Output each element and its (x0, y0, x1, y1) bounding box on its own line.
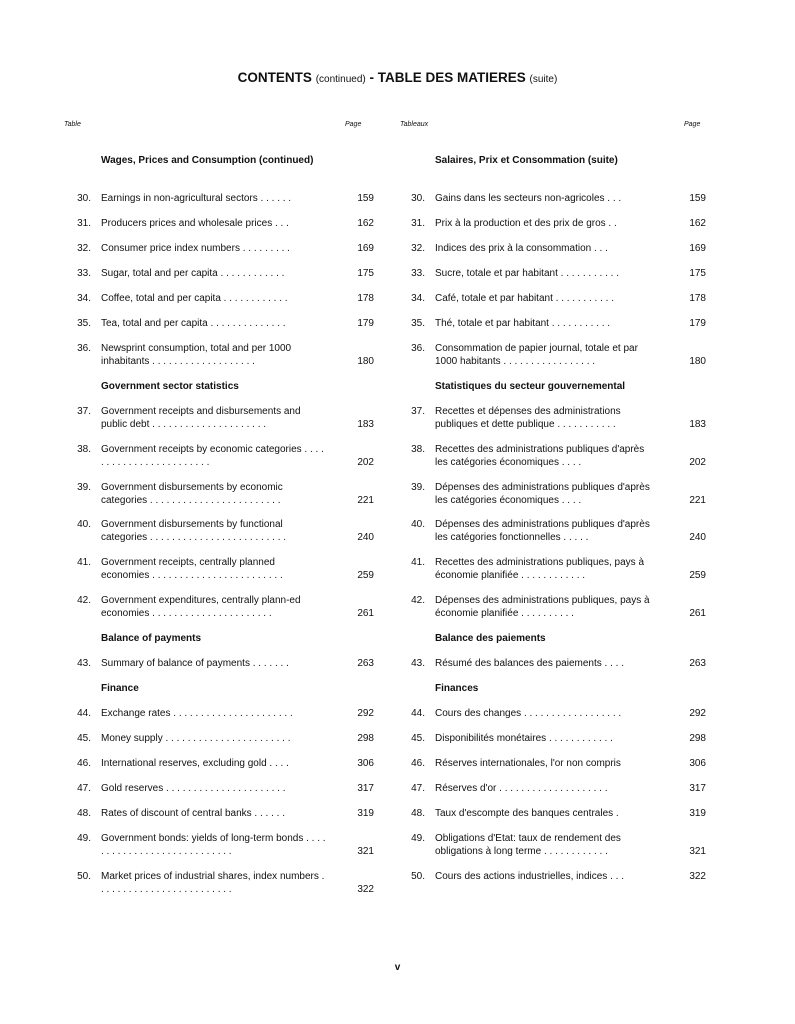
entry-title: International reserves, excluding gold . . . . (101, 758, 289, 769)
french-section-heading: Finances (435, 683, 479, 694)
entry-page-number: 298 (689, 733, 706, 744)
entry-page-number: 159 (689, 193, 706, 204)
entry-page-number: 321 (357, 845, 374, 857)
french-toc-entry (396, 871, 708, 884)
english-toc-entry (62, 658, 376, 671)
entry-number: 32. (411, 243, 425, 254)
entry-page-number: 178 (357, 293, 374, 304)
entry-page-number: 319 (689, 808, 706, 819)
entry-title: Newsprint consumption, total and per 1000 inhabitants . . . . . . . . . . . . . . . . . . . (101, 343, 292, 367)
english-toc-entry (62, 783, 376, 796)
title-table-des-matieres: TABLE DES MATIERES (377, 70, 526, 85)
entry-page-number: 183 (689, 418, 706, 430)
entry-number: 50. (77, 871, 91, 882)
entry-title: Government expenditures, centrally plann-ed economies . . . . . . . . . . . . . . . . . . . . . . (101, 595, 301, 619)
entry-title: Recettes et dépenses des administrations publiques et dette publique . . . . . . . . . . . (435, 406, 621, 430)
entry-number: 45. (77, 733, 91, 744)
entry-number: 46. (77, 758, 91, 769)
entry-number: 41. (411, 557, 425, 568)
entry-title: Earnings in non-agricultural sectors . . . . . . (101, 193, 292, 204)
entry-title: Government bonds: yields of long-term bonds . . . . . . . . . . . . . . . . . . . . . . . . . . . . (101, 833, 326, 857)
page-number: v (394, 962, 401, 973)
right-table-header: Tableaux (400, 121, 429, 128)
entry-number: 44. (77, 708, 91, 719)
french-toc-entry (396, 833, 708, 858)
french-toc-entry (396, 218, 708, 231)
french-toc-entry (396, 293, 708, 306)
french-section-heading: Statistiques du secteur gouvernemental (435, 381, 626, 392)
entry-title: Summary of balance of payments . . . . . . . (101, 658, 289, 669)
french-toc-entry (396, 482, 708, 507)
entry-number: 33. (411, 268, 425, 279)
left-table-header: Table (64, 121, 81, 128)
right-page-header: Page (684, 121, 701, 128)
french-toc-entry (396, 268, 708, 281)
french-toc-entry (396, 557, 708, 582)
entry-page-number: 178 (689, 293, 706, 304)
entry-number: 31. (411, 218, 425, 229)
english-toc-entry (62, 808, 376, 821)
english-toc-entry (62, 708, 376, 721)
entry-title: Consumer price index numbers . . . . . . . . . (101, 243, 290, 254)
entry-page-number: 292 (357, 708, 374, 719)
entry-number: 30. (77, 193, 91, 204)
left-page-header: Page (345, 121, 362, 128)
french-toc-entry (396, 808, 708, 821)
french-toc-entry (396, 406, 708, 431)
entry-page-number: 259 (357, 569, 374, 581)
entry-page-number: 317 (357, 783, 374, 794)
entry-number: 31. (77, 218, 91, 229)
english-toc-entry (62, 406, 376, 431)
entry-page-number: 240 (357, 531, 374, 543)
title-dash: - (369, 70, 374, 85)
french-section-heading: Balance des paiements (435, 633, 546, 644)
entry-page-number: 240 (689, 531, 706, 543)
english-toc-entry (62, 482, 376, 507)
entry-number: 43. (77, 658, 91, 669)
entry-number: 48. (411, 808, 425, 819)
entry-page-number: 319 (357, 808, 374, 819)
entry-number: 50. (411, 871, 425, 882)
entry-title: Producers prices and wholesale prices . . . (101, 218, 289, 229)
entry-title: Dépenses des administrations publiques d'après les catégories économiques . . . . (435, 482, 650, 506)
title-continued: (continued) (315, 74, 366, 85)
entry-number: 49. (411, 833, 425, 844)
entry-title: Thé, totale et par habitant . . . . . . . . . . . (435, 318, 611, 329)
english-section-heading: Government sector statistics (101, 381, 239, 392)
french-toc-entry (396, 733, 708, 746)
entry-number: 45. (411, 733, 425, 744)
english-toc-entry (62, 758, 376, 771)
entry-number: 38. (411, 444, 425, 455)
entry-page-number: 169 (357, 243, 374, 254)
page-title (0, 70, 795, 85)
entry-page-number: 180 (357, 355, 374, 367)
entry-title: Government receipts by economic categories . . . . . . . . . . . . . . . . . . . . . . . . (101, 444, 324, 468)
entry-number: 36. (411, 343, 425, 354)
english-section-heading: Finance (101, 683, 139, 694)
entry-page-number: 298 (357, 733, 374, 744)
entry-number: 30. (411, 193, 425, 204)
entry-title: Money supply . . . . . . . . . . . . . . . . . . . . . . . (101, 733, 291, 744)
entry-title: Recettes des administrations publiques d'après les catégories économiques . . . . (435, 444, 645, 468)
entry-page-number: 221 (689, 494, 706, 506)
entry-page-number: 202 (357, 456, 374, 468)
entry-page-number: 259 (689, 569, 706, 581)
english-toc-entry (62, 733, 376, 746)
entry-title: Cours des changes . . . . . . . . . . . . . . . . . . (435, 708, 622, 719)
entry-number: 48. (77, 808, 91, 819)
english-toc-entry (62, 833, 376, 858)
entry-title: Sugar, total and per capita . . . . . . . . . . . . (101, 268, 285, 279)
entry-page-number: 175 (689, 268, 706, 279)
entry-number: 44. (411, 708, 425, 719)
entry-page-number: 306 (357, 758, 374, 769)
entry-page-number: 317 (689, 783, 706, 794)
entry-title: Résumé des balances des paiements . . . . (435, 658, 624, 669)
entry-page-number: 292 (689, 708, 706, 719)
entry-title: Coffee, total and per capita . . . . . . . . . . . . (101, 293, 288, 304)
entry-number: 35. (77, 318, 91, 329)
entry-page-number: 159 (357, 193, 374, 204)
entry-number: 43. (411, 658, 425, 669)
entry-title: Réserves internationales, l'or non compris (435, 758, 621, 769)
entry-number: 42. (77, 595, 91, 606)
entry-title: Recettes des administrations publiques, pays à économie planifiée . . . . . . . . . . . . (435, 557, 645, 581)
entry-number: 47. (77, 783, 91, 794)
entry-page-number: 183 (357, 418, 374, 430)
entry-number: 40. (411, 519, 425, 530)
french-toc-entry (396, 444, 708, 469)
entry-number: 36. (77, 343, 91, 354)
french-toc-entry (396, 343, 708, 368)
entry-number: 42. (411, 595, 425, 606)
entry-title: Gains dans les secteurs non-agricoles . . . (435, 193, 622, 204)
english-toc-entry (62, 557, 376, 582)
entry-title: Indices des prix à la consommation . . . (435, 243, 608, 254)
entry-title: Government disbursements by functional categories . . . . . . . . . . . . . . . . . . . . . . . . . (101, 519, 287, 543)
english-toc-entry (62, 318, 376, 331)
entry-page-number: 322 (357, 883, 374, 895)
english-toc-entry (62, 519, 376, 544)
entry-title: Consommation de papier journal, totale et par 1000 habitants . . . . . . . . . . . . . . . . . (435, 343, 638, 367)
entry-title: Obligations d'Etat: taux de rendement des obligations à long terme . . . . . . . . . . . . (435, 833, 621, 857)
entry-page-number: 202 (689, 456, 706, 468)
entry-title: Cours des actions industrielles, indices . . . (435, 871, 624, 882)
entry-title: Café, totale et par habitant . . . . . . . . . . . (435, 293, 614, 304)
entry-title: Prix à la production et des prix de gros . . (435, 218, 617, 229)
entry-title: Government receipts, centrally planned economies . . . . . . . . . . . . . . . . . . . . . . . . (101, 557, 283, 581)
entry-page-number: 169 (689, 243, 706, 254)
entry-number: 34. (411, 293, 425, 304)
english-section-heading: Balance of payments (101, 633, 202, 644)
entry-number: 37. (411, 406, 425, 417)
entry-number: 49. (77, 833, 91, 844)
french-toc-entry (396, 193, 708, 206)
entry-page-number: 180 (689, 355, 706, 367)
french-toc-entry (396, 519, 708, 544)
english-toc-entry (62, 871, 376, 896)
entry-page-number: 263 (357, 658, 374, 669)
entry-title: Réserves d'or . . . . . . . . . . . . . . . . . . . . (435, 783, 608, 794)
entry-page-number: 322 (689, 871, 706, 882)
entry-title: Dépenses des administrations publiques d'après les catégories fonctionnelles . . . . . (435, 519, 650, 543)
english-toc-entry (62, 193, 376, 206)
entry-title: Gold reserves . . . . . . . . . . . . . . . . . . . . . . (101, 783, 286, 794)
french-toc-entry (396, 595, 708, 620)
entry-title: Sucre, totale et par habitant . . . . . . . . . . . (435, 268, 619, 279)
entry-title: Disponibilités monétaires . . . . . . . . . . . . (435, 733, 613, 744)
entry-page-number: 179 (689, 318, 706, 329)
entry-title: Government disbursements by economic categories . . . . . . . . . . . . . . . . . . . . . . . . (101, 482, 283, 506)
entry-page-number: 261 (689, 607, 706, 619)
entry-title: Exchange rates . . . . . . . . . . . . . . . . . . . . . . (101, 708, 293, 719)
entry-title: Tea, total and per capita . . . . . . . . . . . . . . (101, 318, 286, 329)
entry-number: 33. (77, 268, 91, 279)
entry-title: Government receipts and disbursements and public debt . . . . . . . . . . . . . . . . . . . . . (101, 406, 301, 430)
entry-number: 34. (77, 293, 91, 304)
entry-title: Rates of discount of central banks . . . . . . (101, 808, 285, 819)
entry-number: 47. (411, 783, 425, 794)
entry-title: Market prices of industrial shares, index numbers . . . . . . . . . . . . . . . . . . . . . . . . . (101, 871, 325, 895)
title-contents: CONTENTS (237, 70, 312, 85)
entry-page-number: 175 (357, 268, 374, 279)
french-toc-entry (396, 318, 708, 331)
entry-number: 40. (77, 519, 91, 530)
entry-title: Taux d'escompte des banques centrales . (435, 808, 619, 819)
english-toc-entry (62, 268, 376, 281)
french-toc-entry (396, 758, 708, 771)
entry-number: 35. (411, 318, 425, 329)
french-toc-entry (396, 783, 708, 796)
french-toc-entry (396, 658, 708, 671)
english-toc-entry (62, 293, 376, 306)
french-section-heading: Salaires, Prix et Consommation (suite) (435, 155, 618, 166)
french-toc-entry (396, 708, 708, 721)
entry-page-number: 306 (689, 758, 706, 769)
entry-number: 41. (77, 557, 91, 568)
entry-page-number: 179 (357, 318, 374, 329)
entry-number: 37. (77, 406, 91, 417)
english-section-heading: Wages, Prices and Consumption (continued) (101, 155, 314, 166)
french-toc-entry (396, 243, 708, 256)
entry-number: 32. (77, 243, 91, 254)
entry-page-number: 321 (689, 845, 706, 857)
entry-page-number: 162 (357, 218, 374, 229)
entry-page-number: 263 (689, 658, 706, 669)
english-toc-entry (62, 444, 376, 469)
entry-title: Dépenses des administrations publiques, pays à économie planifiée . . . . . . . . . . (435, 595, 650, 619)
entry-page-number: 162 (689, 218, 706, 229)
english-toc-entry (62, 595, 376, 620)
entry-page-number: 221 (357, 494, 374, 506)
entry-page-number: 261 (357, 607, 374, 619)
english-toc-entry (62, 243, 376, 256)
english-toc-entry (62, 343, 376, 368)
entry-number: 39. (411, 482, 425, 493)
entry-number: 46. (411, 758, 425, 769)
title-suite: (suite) (529, 74, 558, 85)
entry-number: 39. (77, 482, 91, 493)
english-toc-entry (62, 218, 376, 231)
entry-number: 38. (77, 444, 91, 455)
